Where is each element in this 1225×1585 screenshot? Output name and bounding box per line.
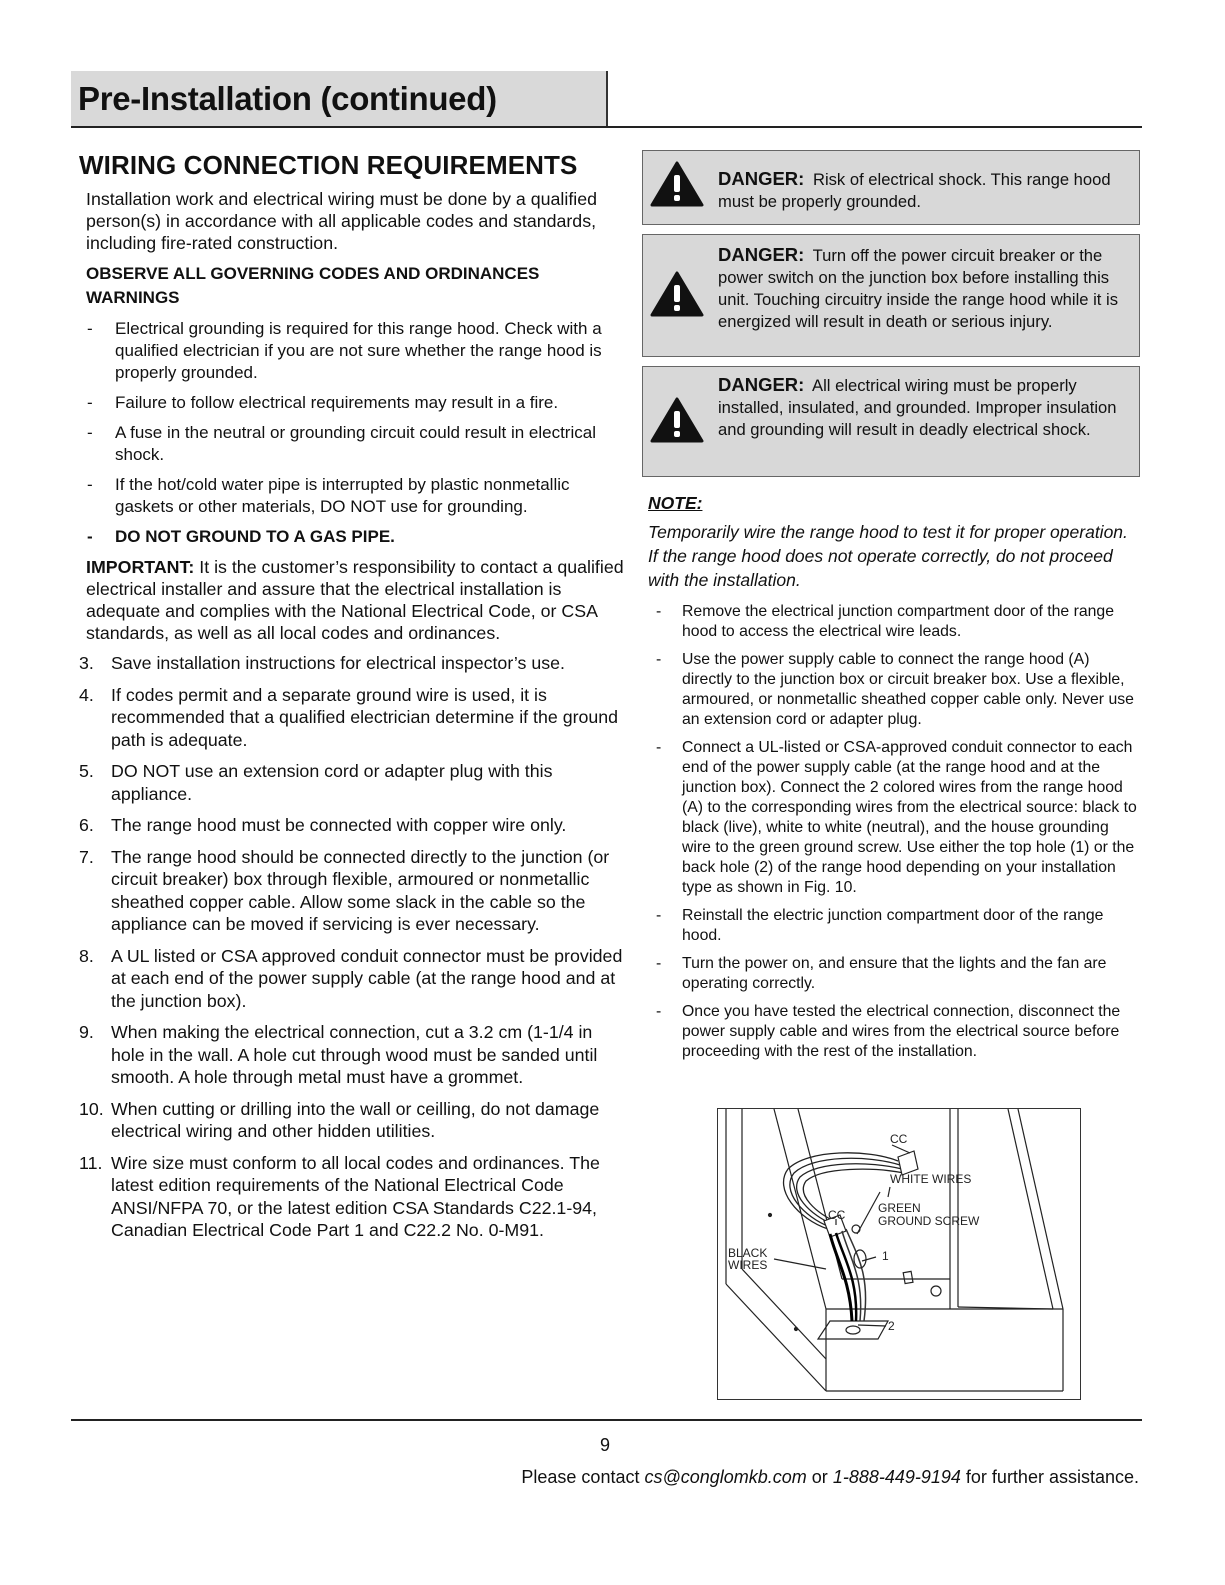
danger-box — [642, 150, 1140, 225]
danger-text — [718, 151, 1139, 219]
page-title: Pre-Installation (continued) — [78, 80, 497, 117]
step-number: 4. — [79, 684, 94, 705]
warnings-list — [79, 318, 627, 548]
intro-paragraph: Installation work and electrical wiring must be done by a qualified person(s) in accordance with all applicable codes and standards, including fire-rated construction. — [86, 189, 597, 253]
step-number: 7. — [79, 846, 94, 867]
step-text: When making the electrical connection, cut a 3.2 cm (1-1/4 in hole in the wall. A hole cut through wood must be sanded until smooth. A hole through metal must have a grommet. — [111, 1022, 598, 1087]
danger-box — [642, 366, 1140, 477]
step-text: The range hood must be connected with copper wire only. — [111, 815, 567, 835]
wiring-figure — [717, 1108, 1081, 1400]
footer-rule — [71, 1419, 1142, 1421]
wiring-diagram — [718, 1109, 1080, 1399]
section-title: WIRING CONNECTION REQUIREMENTS — [79, 150, 578, 180]
step-text-continued: appliance can be moved if servicing is ever necessary. — [111, 914, 540, 934]
step-number: 11. — [79, 1152, 103, 1173]
left-column — [79, 150, 627, 1251]
list-item — [79, 684, 627, 752]
step-text: When cutting or drilling into the wall or ceilling, do not damage — [111, 1098, 600, 1119]
warning-triangle-icon — [650, 271, 704, 317]
step-text: Save installation instructions for electrical inspector’s use. — [111, 653, 565, 673]
warning-triangle-icon — [650, 397, 704, 443]
contact-or: or — [806, 1467, 833, 1487]
danger-message: Risk of electrical shock. This range hood must be properly grounded. — [718, 170, 1111, 211]
label-wires: WIRES — [728, 1258, 768, 1272]
list-item — [79, 846, 627, 936]
contact-line — [521, 1467, 1139, 1488]
important-paragraph — [86, 556, 627, 644]
danger-text — [718, 235, 1139, 339]
list-item: - Remove the electrical junction compartment door of the range hood to access the electrical wire leads. — [656, 602, 1140, 642]
step-number: 8. — [79, 945, 94, 966]
note-text: Temporarily wire the range hood to test it for proper operation. If the range hood does not operate correctly, do not proceed with the installation. — [648, 522, 1128, 590]
label-green: GREEN — [878, 1201, 921, 1215]
danger-label: DANGER: — [718, 374, 805, 395]
step-text: A UL listed or CSA approved conduit connector must be provided at each end of the power supply cable (at the range hood and at — [111, 945, 623, 988]
list-item — [79, 1021, 627, 1089]
steps-list — [79, 652, 627, 1242]
label-cc-top: CC — [890, 1132, 908, 1146]
label-black: BLACK — [728, 1246, 768, 1260]
step-text: DO NOT use an extension cord or adapter plug with this appliance. — [111, 761, 553, 804]
list-item: - Connect a UL-listed or CSA-approved conduit connector to each end of the power supply cable (at the range hood and at the junction box). Connect the 2 colored wires from the range hood (A) to the corresponding wires from the electrical source: black to black (live), white to white (neutral), and the house grounding wire to the green ground screw. Use either the top hole (1) or the back hole (2) of the range hood depending on your installation type as shown in Fig. 10. — [656, 738, 1140, 898]
label-hole-1: 1 — [882, 1249, 889, 1263]
label-cc-mid: CC — [828, 1208, 846, 1222]
step-text-continued: the junction box). — [111, 990, 247, 1011]
contact-prefix: Please contact — [521, 1467, 645, 1487]
warning-triangle-icon — [650, 161, 704, 207]
step-text: If codes permit and a separate ground wire is used, it is recommended that a qualified electrician determine if the ground path is adequate. — [111, 684, 619, 750]
list-item: - If the hot/cold water pipe is interrupted by plastic nonmetallic gaskets or other materials, DO NOT use for grounding. — [86, 474, 627, 518]
header-divider — [606, 71, 608, 128]
list-item — [79, 1152, 627, 1242]
step-text: Wire size must conform to all local codes and ordinances. The latest edition requirements of the National Electrical Code ANSI/NFPA 70, or the latest edition CSA Standards C22.1-94, Canadian Electrical Code Part 1 and C22.2 No. 0-M91. — [111, 1152, 600, 1240]
danger-box — [642, 234, 1140, 357]
contact-suffix: for further assistance. — [960, 1467, 1139, 1487]
observe-heading: OBSERVE ALL GOVERNING CODES AND ORDINANCES WARNINGS — [86, 264, 540, 307]
danger-text — [718, 367, 1139, 447]
danger-message: Turn off the power circuit breaker or the power switch on the junction box before installing this unit. Touching circuitry inside the range hood while it is energized will result in death or serious injury. — [718, 246, 1119, 331]
list-item: - Use the power supply cable to connect the range hood (A) directly to the junction box or circuit breaker box. Use a flexible, armoured, or nonmetallic sheathed copper cable only. Never use an extension cord or adapter plug. — [656, 650, 1140, 730]
header-rule — [71, 126, 1142, 128]
step-number: 5. — [79, 761, 94, 781]
list-item: - Failure to follow electrical requirements may result in a fire. — [86, 392, 627, 414]
list-item: - A fuse in the neutral or grounding circuit could result in electrical shock. — [86, 422, 627, 466]
list-item: - DO NOT GROUND TO A GAS PIPE. — [86, 526, 627, 548]
important-text: It is the customer’s responsibility to contact a qualified electrical installer and assure that the electrical installation is adequate and complies with the National Electrical Code, or CSA standards, as well as all local codes and ordinances. — [86, 557, 624, 643]
step-text-continued: electrical wiring and other hidden utilities. — [111, 1121, 436, 1141]
label-white-wires: WHITE WIRES — [890, 1172, 972, 1186]
danger-label: DANGER: — [718, 244, 805, 265]
email-link[interactable]: cs@conglomkb.com — [644, 1467, 807, 1487]
list-item — [79, 1098, 627, 1143]
list-item: - Turn the power on, and ensure that the lights and the fan are operating correctly. — [656, 954, 1140, 994]
step-number: 10. — [79, 1098, 104, 1119]
right-column — [642, 150, 1140, 1070]
page-number: 9 — [599, 1435, 610, 1455]
list-item — [79, 945, 627, 1013]
phone-link[interactable]: 1-888-449-9194 — [832, 1467, 961, 1487]
label-ground-screw: GROUND SCREW — [878, 1214, 980, 1228]
important-label: IMPORTANT: — [86, 557, 195, 577]
list-item: - Electrical grounding is required for this range hood. Check with a qualified electrician if you are not sure whether the range hood is properly grounded. — [86, 318, 627, 384]
label-hole-2: 2 — [888, 1319, 895, 1333]
list-item — [79, 652, 627, 675]
step-text: The range hood should be connected directly to the junction (or circuit breaker) box through flexible, armoured or nonmetallic sheathed copper cable. Allow some slack in the cable so the — [111, 846, 610, 912]
list-item — [79, 814, 627, 837]
danger-label: DANGER: — [718, 168, 805, 189]
list-item: - Reinstall the electric junction compartment door of the range hood. — [656, 906, 1140, 946]
note-list — [642, 602, 1140, 1062]
danger-message: All electrical wiring must be properly installed, insulated, and grounded. Improper insulation and grounding will result in deadly electrical shock. — [718, 376, 1117, 439]
note-heading: NOTE: — [648, 493, 703, 513]
list-item: - Once you have tested the electrical connection, disconnect the power supply cable and wires from the electrical source before proceeding with the rest of the installation. — [656, 1002, 1140, 1062]
step-number: 3. — [79, 653, 94, 673]
step-number: 6. — [79, 815, 94, 835]
step-number: 9. — [79, 1022, 94, 1042]
list-item — [79, 760, 627, 805]
